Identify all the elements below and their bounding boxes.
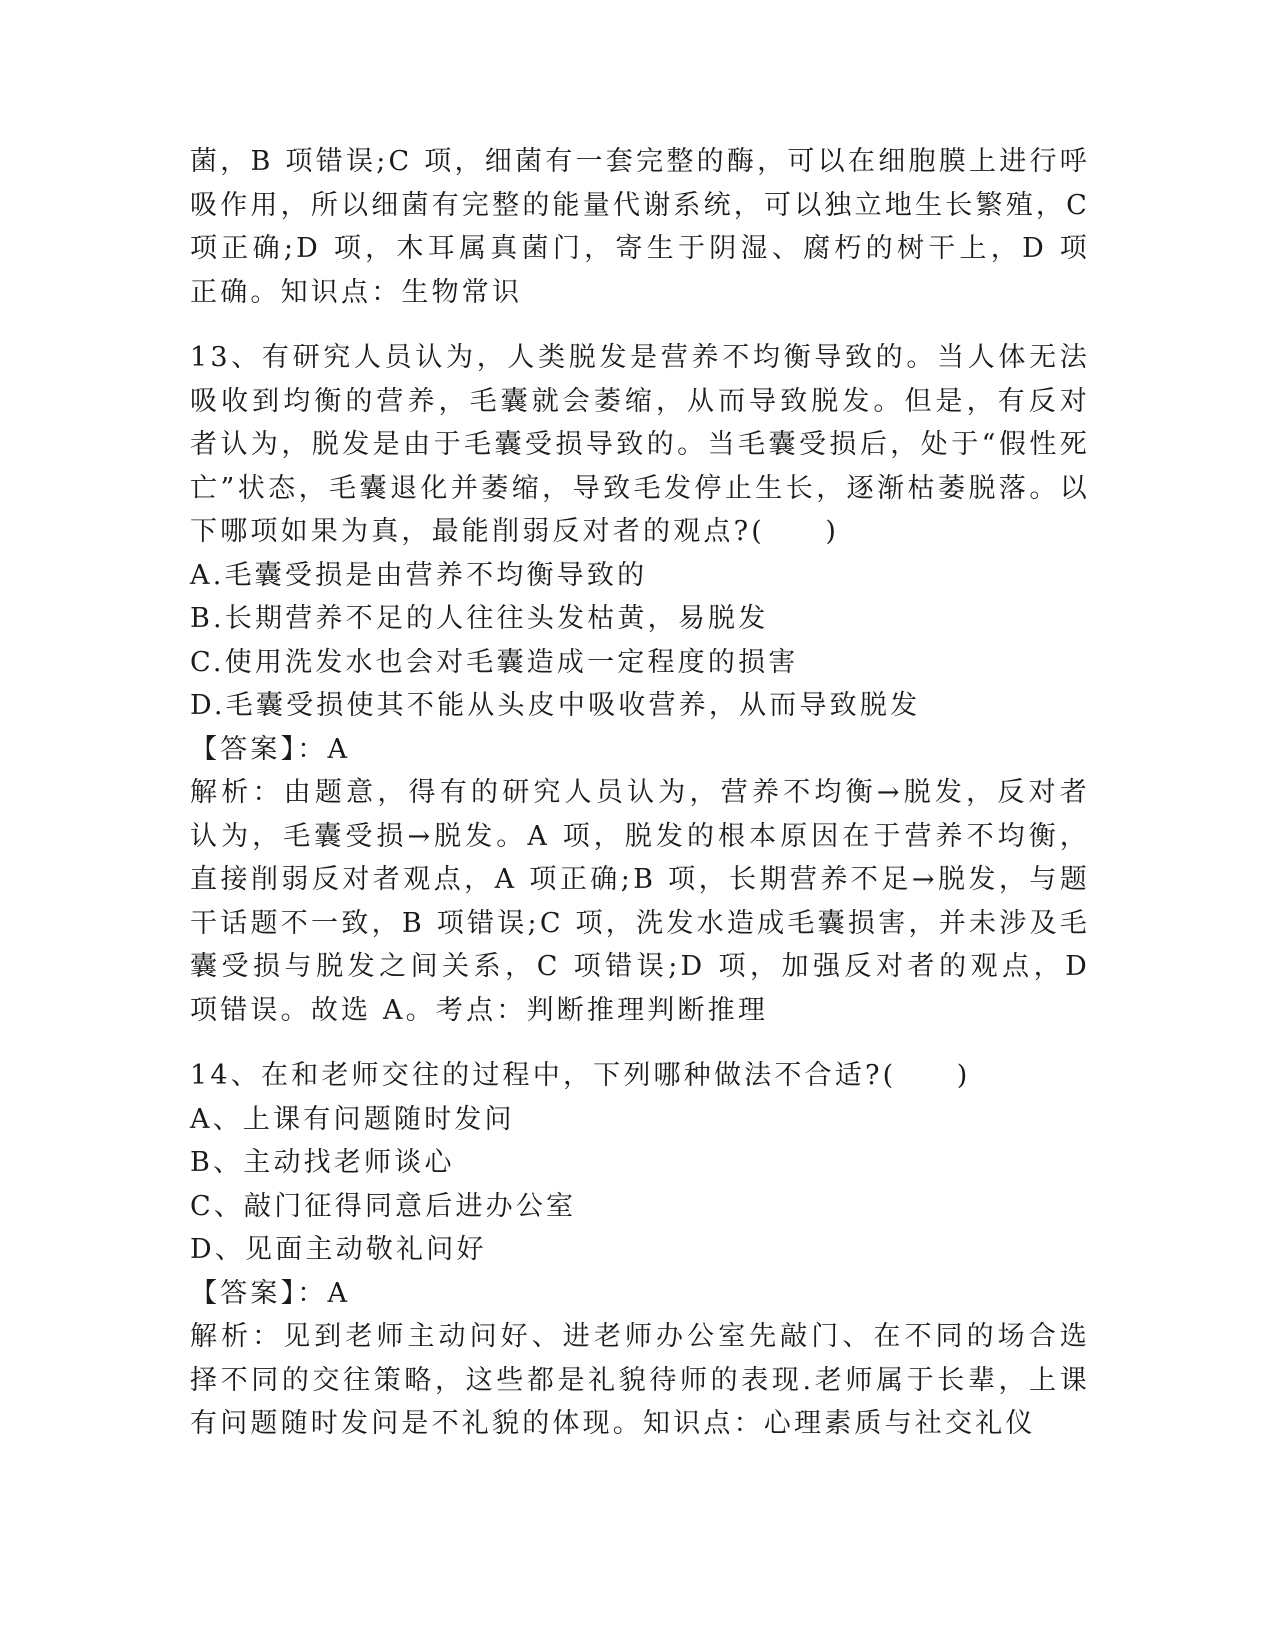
question-explanation: 解析：见到老师主动问好、进老师办公室先敲门、在不同的场合选择不同的交往策略，这些都是礼貌待师的表现.老师属于长辈，上课有问题随时发问是不礼貌的体现。知识点：心理素质与社交礼仪 — [190, 1321, 1090, 1439]
answer-label: 【答案】：A — [190, 733, 351, 765]
question-explanation: 解析：由题意，得有的研究人员认为，营养不均衡→脱发，反对者认为，毛囊受损→脱发。A 项，脱发的根本原因在于营养不均衡，直接削弱反对者观点，A 项正确;B 项，长期营养不足→脱发，与题干话题不一致，B 项错误;C 项，洗发水造成毛囊损害，并未涉及毛囊受损与脱发之间关系，C 项错误;D 项，加强反对者的观点，D 项错误。故选 A。考点：判断推理判断推理 — [190, 777, 1090, 1026]
option-a: A.毛囊受损是由营养不均衡导致的 — [190, 559, 648, 591]
option-a: A、上课有问题随时发问 — [190, 1103, 515, 1135]
option-c: C.使用洗发水也会对毛囊造成一定程度的损害 — [190, 646, 799, 678]
option-d: D.毛囊受损使其不能从头皮中吸收营养，从而导致脱发 — [190, 690, 921, 721]
document-page — [190, 140, 1090, 1446]
answer-label: 【答案】：A — [190, 1277, 351, 1309]
option-d: D、见面主动敬礼问好 — [190, 1234, 487, 1265]
question-14 — [190, 1054, 1090, 1446]
option-b: B、主动找老师谈心 — [190, 1147, 455, 1178]
option-c: C、敲门征得同意后进办公室 — [190, 1190, 577, 1222]
question-stem: 13、有研究人员认为，人类脱发是营养不均衡导致的。当人体无法吸收到均衡的营养，毛囊就会萎缩，从而导致脱发。但是，有反对者认为，脱发是由于毛囊受损导致的。当毛囊受损后，处于“假性死亡”状态，毛囊退化并萎缩，导致毛发停止生长，逐渐枯萎脱落。以下哪项如果为真，最能削弱反对者的观点?( ) — [190, 342, 1090, 547]
question-13 — [190, 336, 1090, 1032]
previous-question-explanation: 菌，B 项错误;C 项，细菌有一套完整的酶，可以在细胞膜上进行呼吸作用，所以细菌有完整的能量代谢系统，可以独立地生长繁殖，C 项正确;D 项，木耳属真菌门，寄生于阴湿、腐朽的树干上，D 项正确。知识点：生物常识 — [190, 146, 1090, 308]
option-b: B.长期营养不足的人往往头发枯黄，易脱发 — [190, 603, 769, 634]
question-stem: 14、在和老师交往的过程中，下列哪种做法不合适?( ) — [190, 1060, 971, 1091]
